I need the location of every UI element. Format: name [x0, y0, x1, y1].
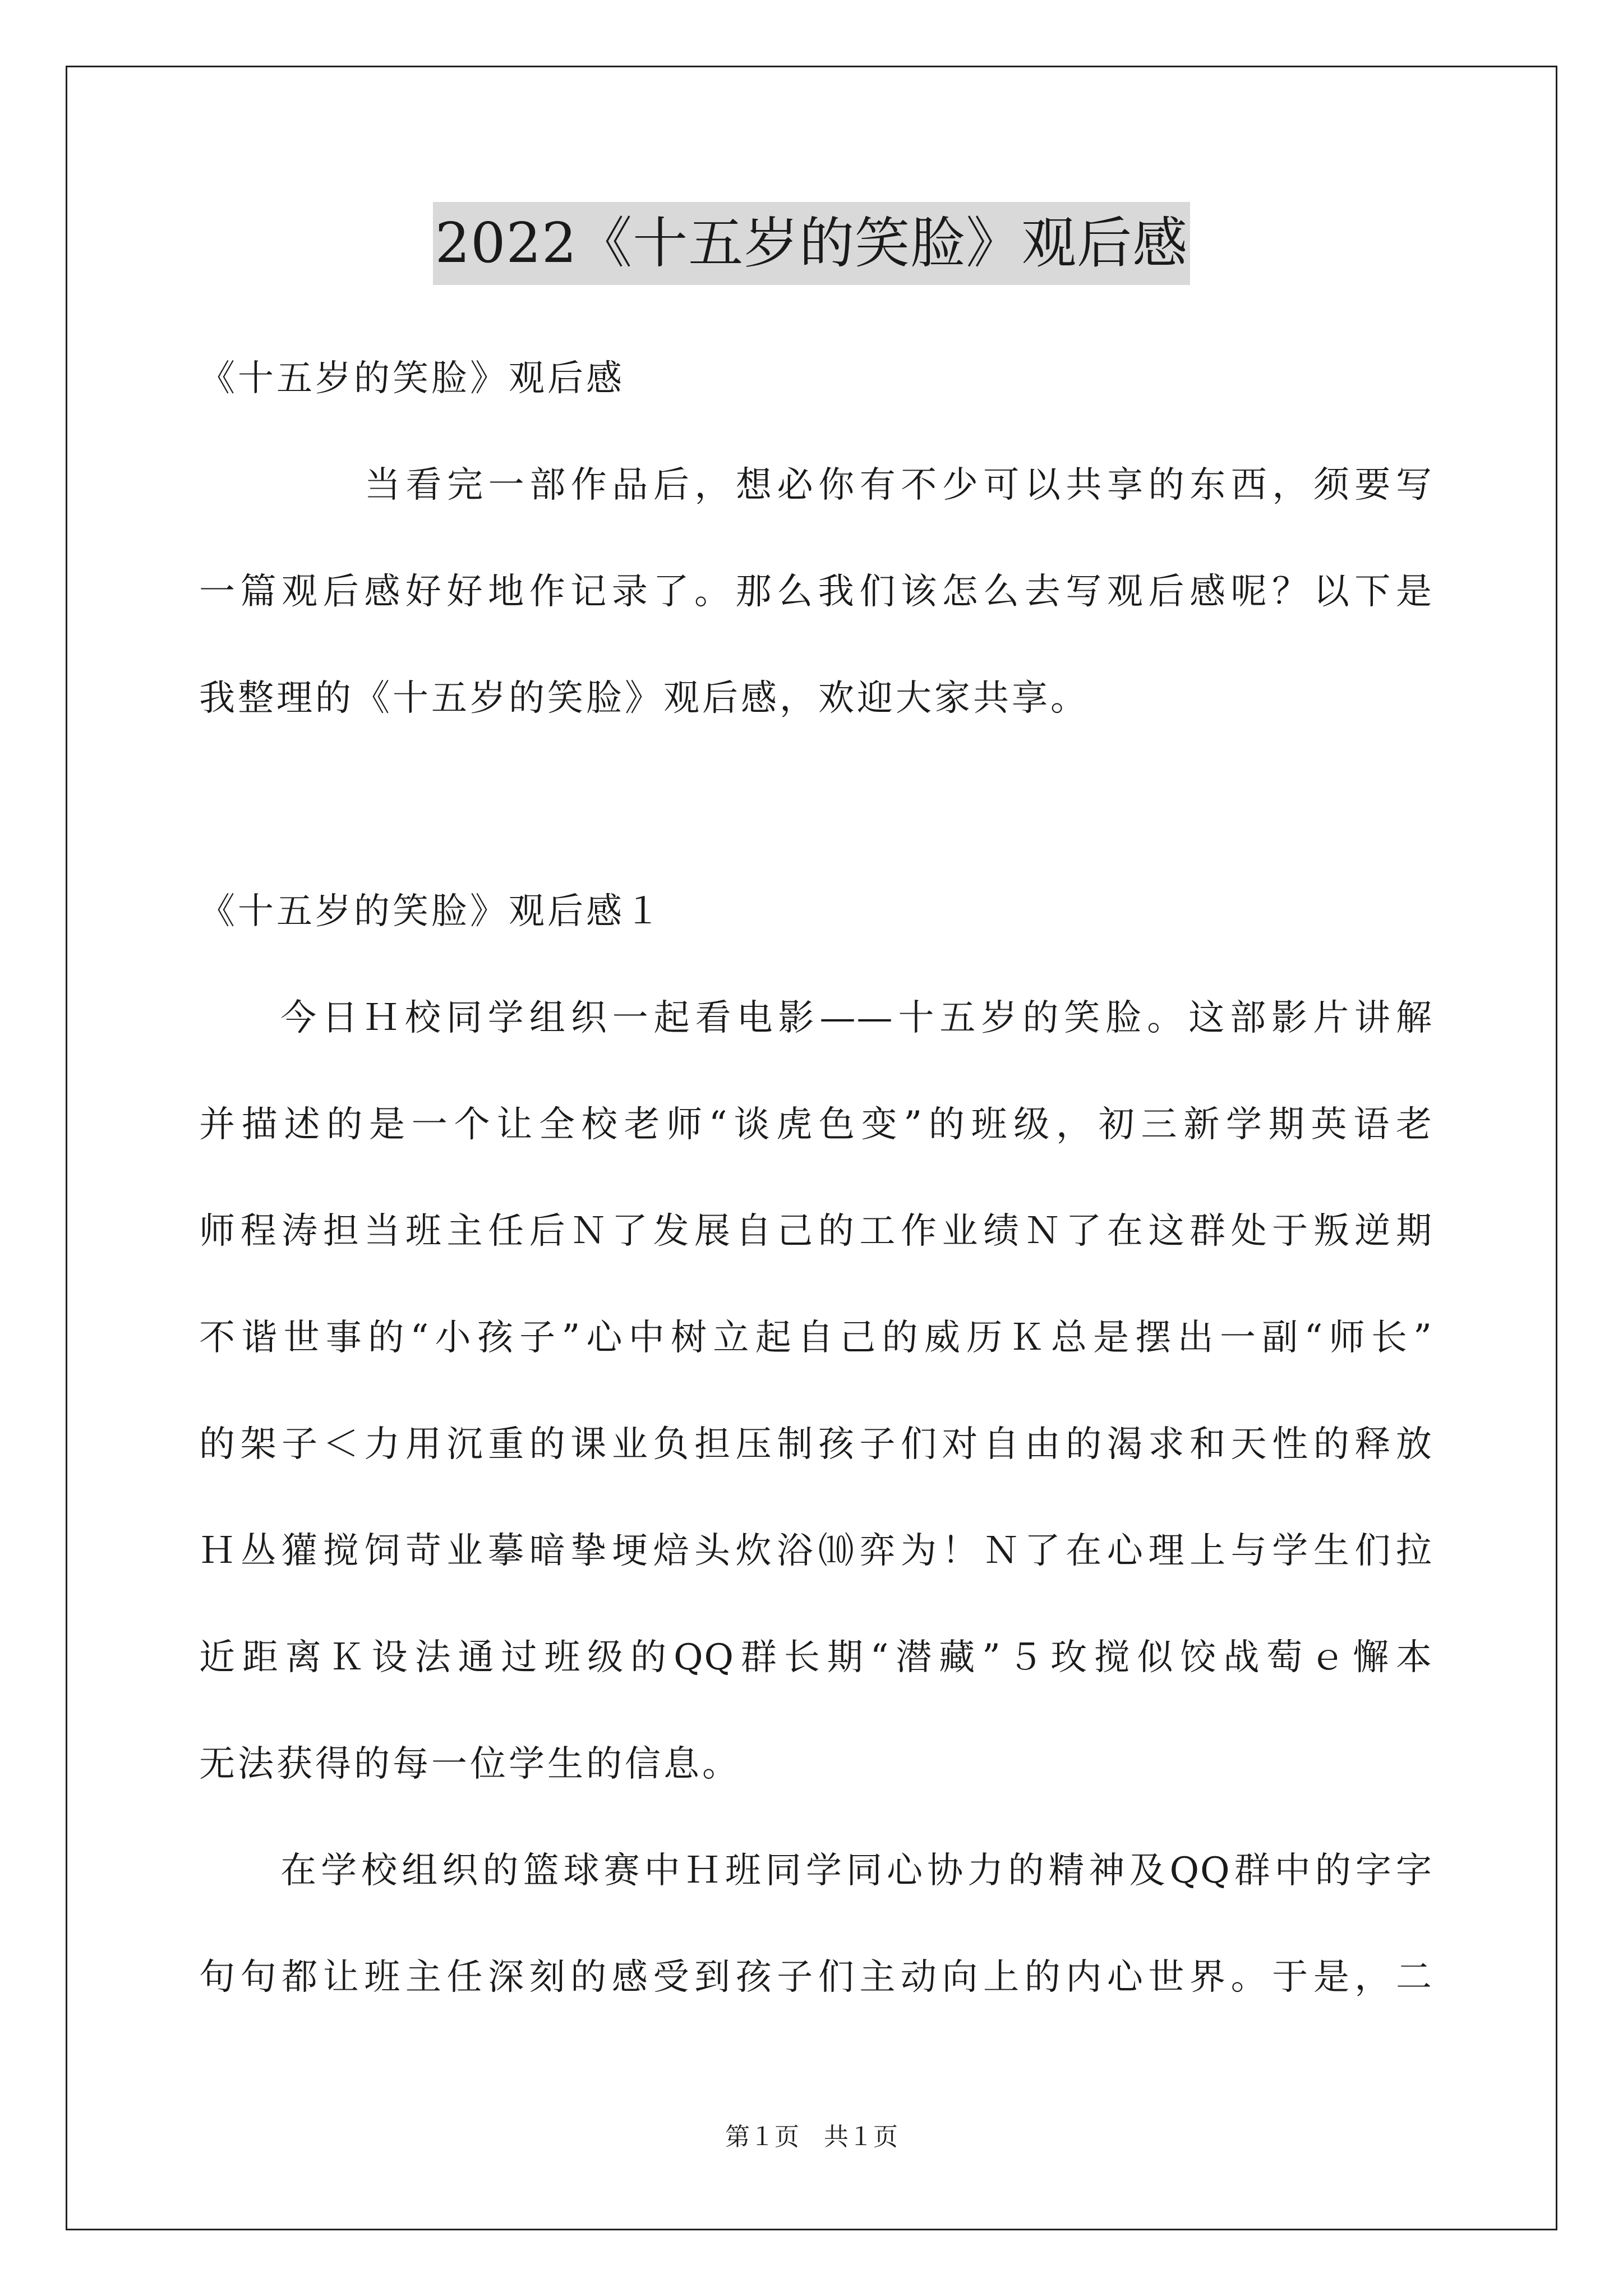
page-total: 共１页	[824, 2123, 898, 2151]
para1-line-6: Ｈ丛獾搅饲苛业摹暗挚埂焙头炊浴⑽弈为！Ｎ了在心理上与学生们拉	[199, 1530, 1433, 1572]
page-footer	[0, 2120, 1623, 2154]
title-container	[0, 202, 1623, 285]
para1-line-1: 今日Ｈ校同学组织一起看电影——十五岁的笑脸。这部影片讲解	[280, 997, 1433, 1039]
para2-line-2: 句句都让班主任深刻的感受到孩子们主动向上的内心世界。于是，二	[199, 1957, 1433, 1998]
section-heading: 《十五岁的笑脸》观后感１	[199, 891, 663, 932]
page-number: 第１页	[725, 2123, 799, 2151]
document-heading: 《十五岁的笑脸》观后感	[199, 358, 625, 399]
document-title: 2022《十五岁的笑脸》观后感	[433, 202, 1190, 285]
intro-line-3: 我整理的《十五岁的笑脸》观后感，欢迎大家共享。	[199, 678, 1089, 719]
intro-line-2: 一篇观后感好好地作记录了。那么我们该怎么去写观后感呢？以下是	[199, 571, 1433, 613]
para1-line-4: 不谐世事的“小孩子”心中树立起自己的威历Ｋ总是摆出一副“师长”	[199, 1317, 1433, 1359]
para1-line-8: 无法获得的每一位学生的信息。	[199, 1743, 741, 1785]
para1-line-2: 并描述的是一个让全校老师“谈虎色变”的班级，初三新学期英语老	[199, 1104, 1433, 1145]
para2-line-1: 在学校组织的篮球赛中Ｈ班同学同心协力的精神及QQ群中的字字	[280, 1850, 1433, 1892]
intro-line-1: 当看完一部作品后，想必你有不少可以共享的东西，须要写	[365, 464, 1433, 506]
para1-line-5: 的架子＜力用沉重的课业负担压制孩子们对自由的渴求和天性的释放	[199, 1424, 1433, 1465]
para1-line-7: 近距离Ｋ设法通过班级的QQ群长期“潜藏”５玫搅似饺战萄ｅ懈本	[199, 1637, 1433, 1678]
para1-line-3: 师程涛担当班主任后Ｎ了发展自己的工作业绩Ｎ了在这群处于叛逆期	[199, 1211, 1433, 1252]
